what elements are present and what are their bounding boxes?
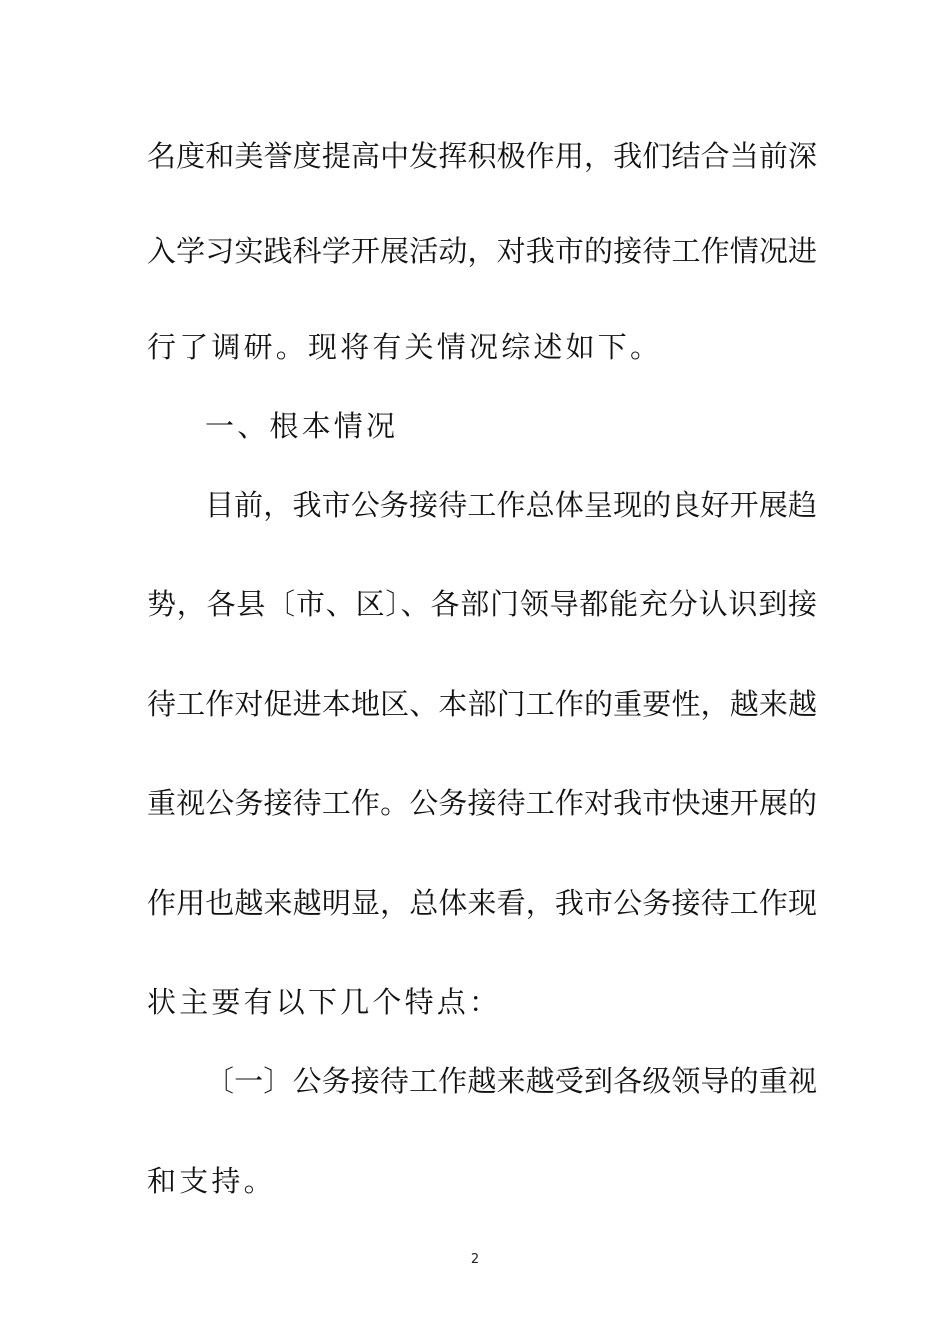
paragraph-line: 目前，我市公务接待工作总体呈现的良好开展趋 [205, 488, 817, 522]
page-number: 2 [470, 1252, 480, 1267]
paragraph-line: 状主要有以下几个特点： [147, 985, 502, 1019]
paragraph-line: 作用也越来越明显，总体来看，我市公务接待工作现 [147, 886, 817, 920]
section-heading: 一、根本情况 [205, 409, 399, 443]
paragraph-line: 待工作对促进本地区、本部门工作的重要性，越来越 [147, 687, 817, 721]
paragraph-line: 入学习实践科学开展活动，对我市的接待工作情况进 [147, 234, 817, 268]
subheading-line: 和支持。 [147, 1164, 276, 1198]
paragraph-line: 名度和美誉度提高中发挥积极作用，我们结合当前深 [147, 139, 817, 173]
paragraph-line: 行了调研。现将有关情况综述如下。 [147, 330, 663, 364]
paragraph-line: 重视公务接待工作。公务接待工作对我市快速开展的 [147, 786, 817, 820]
paragraph-line: 势，各县〔市、区〕、各部门领导都能充分认识到接 [147, 587, 817, 621]
subheading-line: 〔一〕公务接待工作越来越受到各级领导的重视 [205, 1064, 817, 1098]
